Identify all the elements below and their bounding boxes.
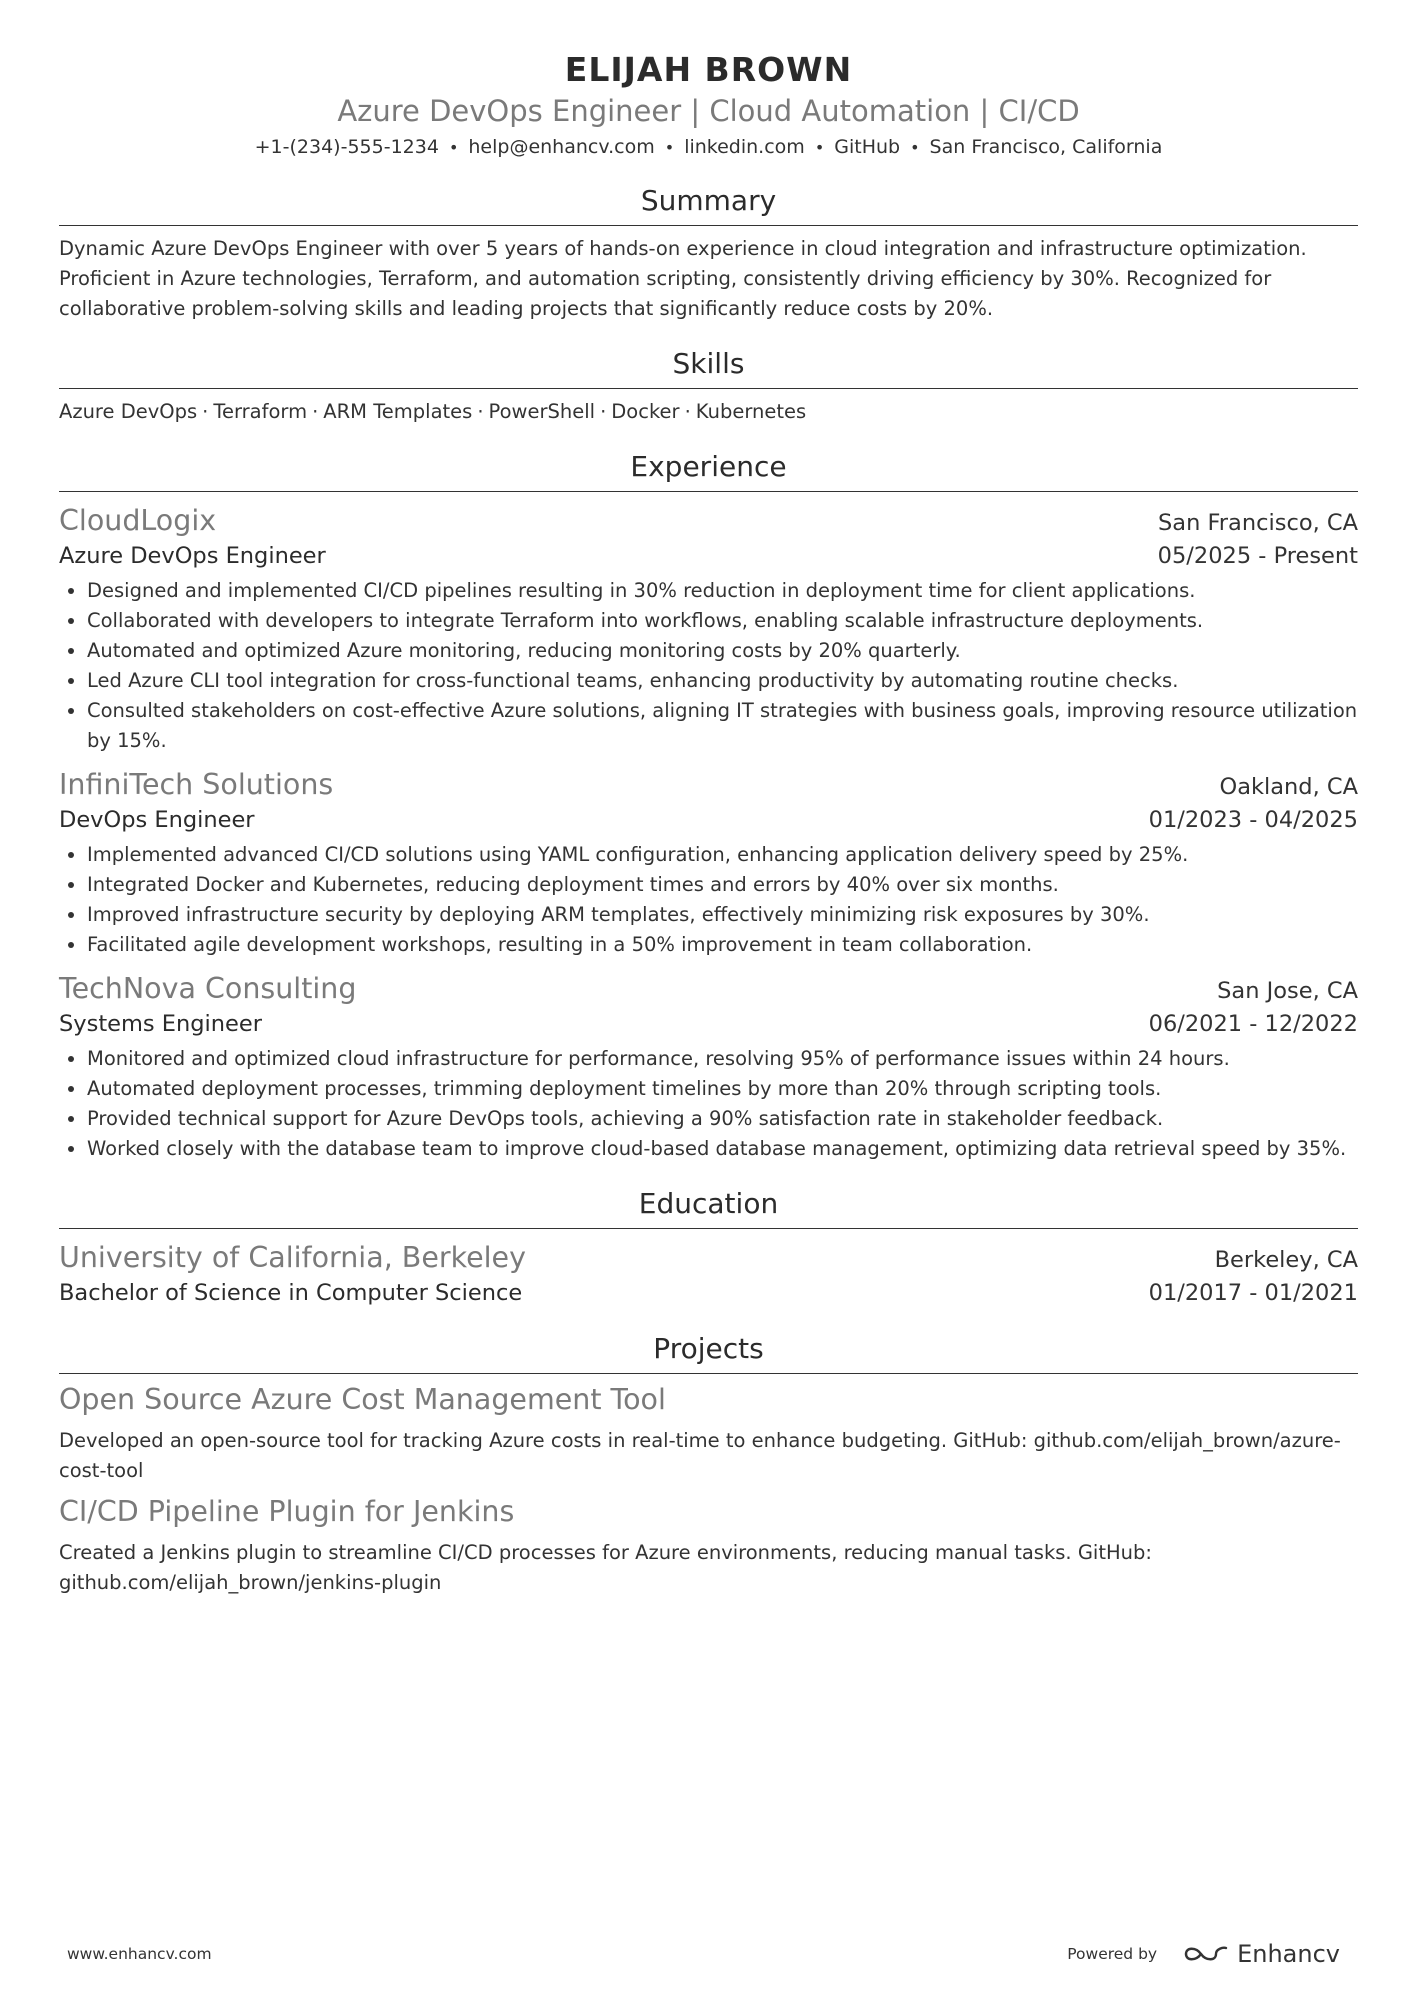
page-footer (67, 1940, 1340, 1968)
education-section (59, 1186, 1358, 1309)
job-role: Azure DevOps Engineer (59, 543, 326, 569)
skills-section (59, 346, 1358, 427)
skill-separator: · (312, 400, 319, 423)
skill-item: ARM Templates (323, 400, 473, 423)
job-role: Systems Engineer (59, 1011, 262, 1037)
education-title: Education (59, 1186, 1358, 1229)
enhancv-brand[interactable] (1183, 1940, 1340, 1968)
education-dates: 01/2017 - 01/2021 (1148, 1280, 1358, 1306)
job-bullets (59, 576, 1358, 756)
project-description: Created a Jenkins plugin to streamline CI/CD processes for Azure environments, reducing manual tasks. GitHub: github.com/elijah_brown/jenkins-plugin (59, 1541, 1152, 1594)
candidate-headline: Azure DevOps Engineer | Cloud Automation | CI/CD (337, 94, 1080, 128)
summary-title: Summary (59, 183, 1358, 226)
job-role-row (59, 540, 1358, 572)
contact-location: San Francisco, California (929, 136, 1163, 158)
job-bullet: • Automated deployment processes, trimming deployment timelines by more than 20% through scripting tools. (87, 1074, 1358, 1104)
education-school: University of California, Berkeley (59, 1241, 526, 1274)
skills-title: Skills (59, 346, 1358, 389)
job-bullet: • Integrated Docker and Kubernetes, reducing deployment times and errors by 40% over six months. (87, 870, 1358, 900)
job-role-row (59, 1008, 1358, 1040)
job-bullet: • Facilitated agile development workshops, resulting in a 50% improvement in team collaboration. (87, 930, 1358, 960)
education-entry (59, 1239, 1358, 1309)
job-entry (59, 766, 1358, 960)
projects-title: Projects (59, 1331, 1358, 1374)
summary-section (59, 183, 1358, 324)
project-title: Open Source Azure Cost Management Tool (59, 1383, 666, 1416)
job-bullet: • Monitored and optimized cloud infrastructure for performance, resolving 95% of performance issues within 24 hours. (87, 1044, 1358, 1074)
education-degree: Bachelor of Science in Computer Science (59, 1280, 523, 1306)
job-bullet: • Designed and implemented CI/CD pipelines resulting in 30% reduction in deployment time for client applications. (87, 576, 1358, 606)
skills-list (59, 397, 1358, 427)
job-header-row (59, 502, 1358, 540)
job-bullet: • Automated and optimized Azure monitoring, reducing monitoring costs by 20% quarterly. (87, 636, 1358, 666)
brand-name: Enhancv (1237, 1940, 1340, 1968)
contact-info (59, 134, 1358, 161)
job-header-row (59, 766, 1358, 804)
job-bullet: • Improved infrastructure security by deploying ARM templates, effectively minimizing risk exposures by 30%. (87, 900, 1358, 930)
skill-separator: · (684, 400, 691, 423)
job-header-row (59, 970, 1358, 1008)
job-entry (59, 502, 1358, 756)
experience-title: Experience (59, 449, 1358, 492)
job-dates: 06/2021 - 12/2022 (1148, 1011, 1358, 1037)
job-bullets (59, 840, 1358, 960)
job-bullet: • Collaborated with developers to integrate Terraform into workflows, enabling scalable infrastructure deployments. (87, 606, 1358, 636)
experience-section (59, 449, 1358, 1164)
job-location: San Francisco, CA (1158, 510, 1358, 536)
job-bullet: • Led Azure CLI tool integration for cross-functional teams, enhancing productivity by automating routine checks. (87, 666, 1358, 696)
education-location: Berkeley, CA (1214, 1247, 1358, 1273)
footer-url[interactable]: www.enhancv.com (67, 1945, 212, 1963)
contact-separator: • (664, 138, 675, 157)
job-location: San Jose, CA (1217, 978, 1358, 1004)
resume-header (59, 48, 1358, 161)
candidate-name: ELIJAH BROWN (564, 50, 853, 89)
education-degree-row (59, 1277, 1358, 1309)
education-header-row (59, 1239, 1358, 1277)
job-company: TechNova Consulting (59, 972, 357, 1005)
contact-separator: • (814, 138, 825, 157)
skill-item: Kubernetes (695, 400, 807, 423)
job-entry (59, 970, 1358, 1164)
enhancv-logo-icon (1183, 1942, 1229, 1966)
skill-item: Docker (611, 400, 680, 423)
skill-separator: · (600, 400, 607, 423)
job-role-row (59, 804, 1358, 836)
contact-linkedin[interactable]: linkedin.com (684, 136, 805, 158)
contact-phone: +1-(234)-555-1234 (254, 136, 439, 158)
skill-item: Azure DevOps (59, 400, 198, 423)
skill-item: Terraform (213, 400, 308, 423)
job-location: Oakland, CA (1219, 774, 1358, 800)
powered-by-label: Powered by (1067, 1945, 1158, 1963)
job-bullets (59, 1044, 1358, 1164)
skill-separator: · (477, 400, 484, 423)
contact-separator: • (910, 138, 920, 157)
projects-section (59, 1331, 1358, 1598)
contact-separator: • (448, 138, 459, 157)
skill-separator: · (202, 400, 209, 423)
contact-github[interactable]: GitHub (834, 136, 901, 158)
skill-item: PowerShell (488, 400, 596, 423)
job-bullet: • Worked closely with the database team to improve cloud-based database management, optimizing data retrieval speed by 35%. (87, 1134, 1358, 1164)
job-company: CloudLogix (59, 504, 217, 537)
job-dates: 05/2025 - Present (1157, 543, 1358, 569)
project-title: CI/CD Pipeline Plugin for Jenkins (59, 1495, 515, 1528)
project-description: Developed an open-source tool for tracking Azure costs in real-time to enhance budgeting. GitHub: github.com/elijah_brown/azure-cost-tool (59, 1429, 1341, 1482)
summary-text: Dynamic Azure DevOps Engineer with over 5 years of hands-on experience in cloud integration and infrastructure optimization. Proficient in Azure technologies, Terraform, and automation scripting, consistently driving efficiency by 30%. Recognized for collaborative problem-solving skills and leading projects that significantly reduce costs by 20%. (59, 237, 1307, 320)
job-bullet: • Implemented advanced CI/CD solutions using YAML configuration, enhancing application delivery speed by 25%. (87, 840, 1358, 870)
job-company: InfiniTech Solutions (59, 768, 334, 801)
job-bullet: • Consulted stakeholders on cost-effective Azure solutions, aligning IT strategies with business goals, improving resource utilization by 15%. (87, 696, 1358, 756)
job-dates: 01/2023 - 04/2025 (1148, 807, 1358, 833)
resume-page (59, 48, 1358, 1598)
job-role: DevOps Engineer (59, 807, 255, 833)
contact-email[interactable]: help@enhancv.com (468, 136, 655, 158)
job-bullet: • Provided technical support for Azure DevOps tools, achieving a 90% satisfaction rate in stakeholder feedback. (87, 1104, 1358, 1134)
footer-branding (1067, 1940, 1340, 1968)
